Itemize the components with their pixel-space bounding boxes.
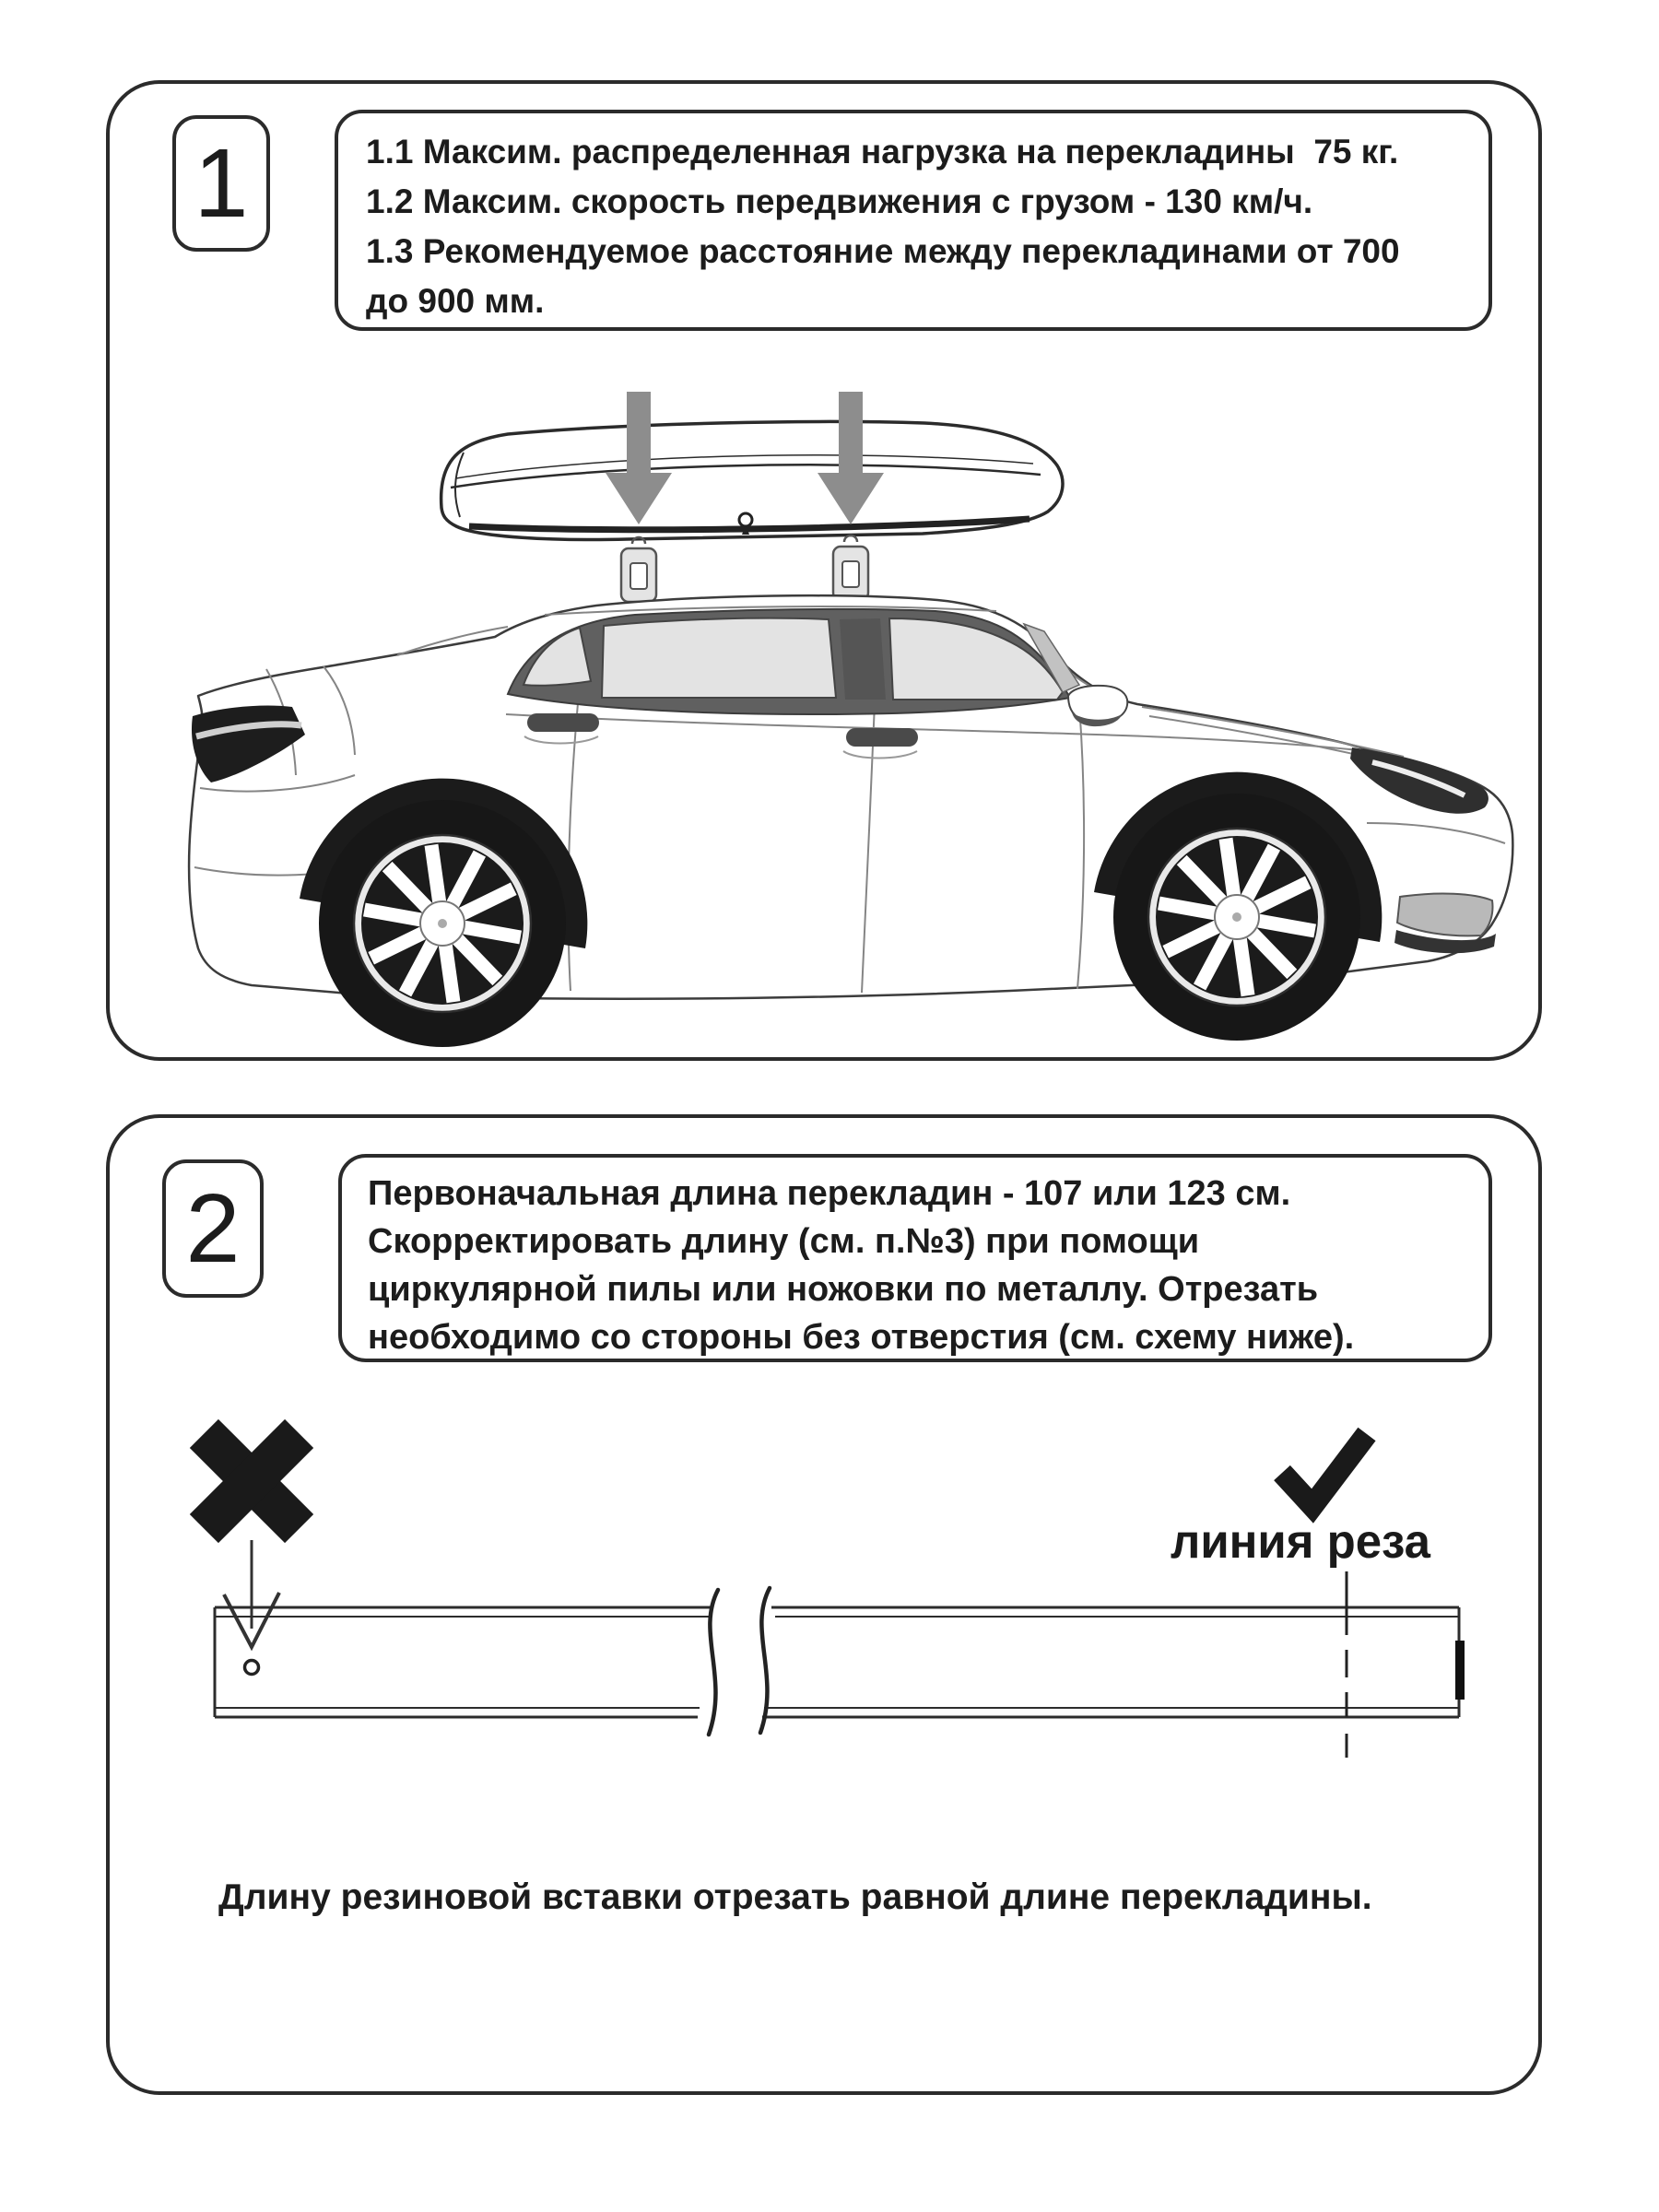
roof-box <box>441 422 1063 540</box>
check-mark-icon <box>1282 1434 1367 1506</box>
step-1-panel <box>106 80 1542 1061</box>
b-pillar <box>840 618 886 700</box>
instruction-line: 1.3 Рекомендуемое расстояние между перекладинами от 700 <box>366 232 1400 270</box>
front-wheel <box>1113 794 1360 1041</box>
instruction-line: необходимо со стороны без отверстия (см. схему ниже). <box>368 1318 1355 1357</box>
step-2-panel <box>106 1114 1542 2095</box>
instruction-line: Скорректировать длину (см. п.№3) при помощи <box>368 1222 1200 1261</box>
step-1-instructions-box <box>335 110 1492 331</box>
instruction-line: циркулярной пилы или ножовки по металлу. Отрезать <box>368 1270 1319 1309</box>
rear-wheel <box>319 800 566 1047</box>
step-1-number-badge: 1 <box>172 115 270 252</box>
crossbar-end-cap <box>1455 1641 1465 1700</box>
front-bumper-detail <box>1394 894 1496 954</box>
car-drawing <box>189 595 1512 1047</box>
hole-icon <box>245 1661 259 1675</box>
car-with-roof-box-figure <box>112 392 1540 1055</box>
down-arrow-icon <box>224 1540 279 1647</box>
crossbar-mount-icon <box>621 537 656 602</box>
break-symbol <box>709 1588 770 1735</box>
instruction-line: 1.1 Максим. распределенная нагрузка на перекладины 75 кг. <box>366 133 1399 171</box>
rear-door-window <box>602 618 836 698</box>
cut-line-label: линия реза <box>1171 1515 1432 1569</box>
instruction-line: Первоначальная длина перекладин - 107 или 123 см. <box>368 1174 1291 1213</box>
crossbar-mount-icon <box>833 535 868 600</box>
crossbar-cutting-diagram <box>112 1391 1540 1787</box>
step-2-instructions-box <box>338 1154 1492 1362</box>
rubber-insert-note: Длину резиновой вставки отрезать равной длине перекладины. <box>218 1877 1372 1917</box>
step-2-number-badge: 2 <box>162 1159 264 1298</box>
instruction-line: до 900 мм. <box>366 282 545 320</box>
instruction-line: 1.2 Максим. скорость передвижения с грузом - 130 км/ч. <box>366 182 1313 220</box>
x-mark-icon <box>190 1419 313 1543</box>
crossbar-profile <box>215 1607 1459 1717</box>
